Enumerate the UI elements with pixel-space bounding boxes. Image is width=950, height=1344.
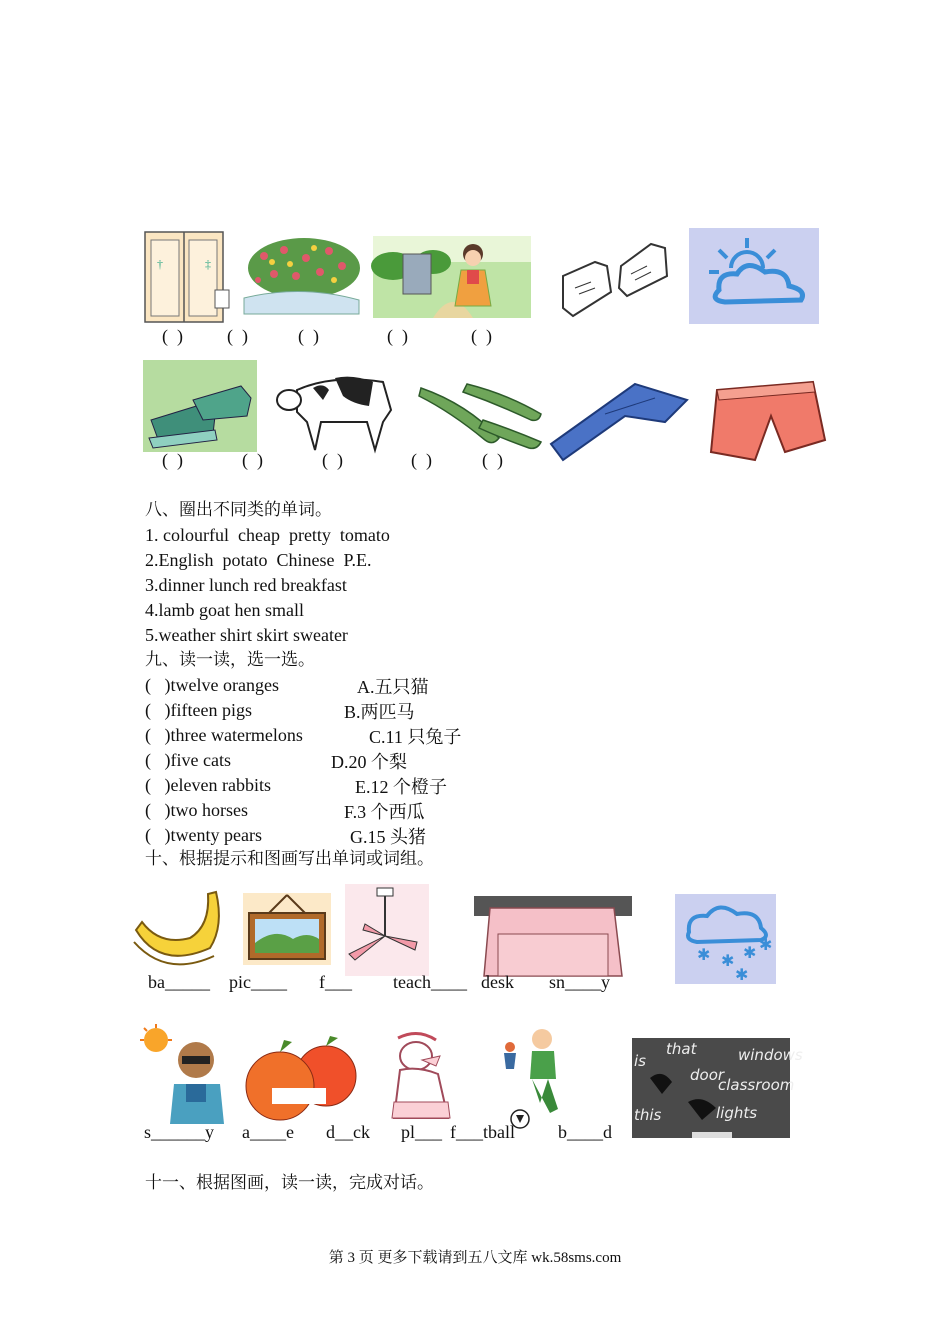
section9-question[interactable]: ( )eleven rabbits: [145, 775, 271, 795]
section9-option: B.两匹马: [344, 702, 415, 722]
svg-text:✱: ✱: [743, 943, 757, 962]
answer-paren[interactable]: ( ): [471, 326, 492, 346]
section8-item: 5.weather shirt skirt sweater: [145, 625, 348, 645]
word-blank[interactable]: ba_____: [148, 972, 210, 992]
shorts-picture: [703, 376, 831, 462]
section9-option: G.15 头猪: [350, 827, 426, 847]
word-blank[interactable]: f___: [319, 972, 352, 992]
cow-picture: [273, 360, 403, 452]
answer-paren[interactable]: ( ): [482, 450, 503, 470]
board-word: windows: [738, 1046, 803, 1064]
blackboard-picture: [632, 1038, 803, 1138]
board-word: is: [634, 1052, 646, 1070]
football-boy-picture: [496, 1023, 568, 1131]
word-blank[interactable]: sn____y: [549, 972, 611, 992]
section8-title: 八、圈出不同类的单词。: [145, 500, 332, 520]
word-blank[interactable]: f___tball: [450, 1122, 515, 1142]
answer-paren[interactable]: ( ): [162, 450, 183, 470]
sunny-boy-picture: [138, 1024, 230, 1128]
park-girl-picture: [373, 236, 531, 318]
answer-paren[interactable]: ( ): [298, 326, 319, 346]
answer-paren[interactable]: ( ): [227, 326, 248, 346]
board-word: this: [634, 1106, 662, 1124]
section9-question[interactable]: ( )twelve oranges: [145, 675, 279, 695]
svg-text:✱: ✱: [697, 945, 711, 964]
section9-option: E.12 个橙子: [355, 777, 447, 797]
word-blank[interactable]: pl___: [401, 1122, 443, 1142]
shoes-picture: [555, 236, 677, 320]
word-blank[interactable]: d__ck: [326, 1122, 370, 1142]
section10-title: 十、根据提示和图画写出单词或词组。: [145, 849, 434, 869]
section11-title: 十一、根据图画，读一读，完成对话。: [145, 1173, 434, 1193]
answer-paren[interactable]: ( ): [322, 450, 343, 470]
cloudy-weather-picture: [689, 228, 819, 324]
answer-paren[interactable]: ( ): [411, 450, 432, 470]
sandals-picture: [143, 360, 257, 452]
svg-text:✱: ✱: [721, 951, 735, 970]
section9-question[interactable]: ( )five cats: [145, 750, 231, 770]
page-footer: 第 3 页 更多下载请到五八文库 wk.58sms.com: [328, 1250, 622, 1266]
trousers-picture: [545, 374, 690, 460]
section9-option: F.3 个西瓜: [344, 802, 425, 822]
section9-option: A.五只猫: [357, 677, 429, 697]
teachers-desk-picture: [474, 896, 632, 976]
duck-picture: [378, 1026, 468, 1122]
word-blank[interactable]: pic____: [229, 972, 287, 992]
word-blank[interactable]: a____e: [242, 1122, 294, 1142]
banana-picture: [130, 886, 228, 972]
section9-title: 九、读一读，选一选。: [145, 650, 315, 670]
svg-text:✱: ✱: [759, 935, 773, 954]
word-blank[interactable]: desk: [481, 972, 514, 992]
cucumbers-picture: [417, 374, 545, 456]
svg-text:‡: ‡: [205, 257, 211, 271]
board-word: classroom: [718, 1076, 795, 1094]
section9-option: D.20 个梨: [331, 752, 407, 772]
picture-frame-picture: [243, 893, 331, 965]
section8-item: 3.dinner lunch red breakfast: [145, 575, 347, 595]
section9-question[interactable]: ( )three watermelons: [145, 725, 303, 745]
word-blank[interactable]: b____d: [558, 1122, 612, 1142]
word-blank[interactable]: teach____: [393, 972, 467, 992]
svg-text:†: †: [157, 257, 163, 271]
apples-picture: [244, 1032, 358, 1128]
board-word: that: [666, 1040, 697, 1058]
section9-question[interactable]: ( )fifteen pigs: [145, 700, 252, 720]
board-word: door: [690, 1066, 725, 1084]
word-blank[interactable]: s______y: [144, 1122, 215, 1142]
section8-item: 1. colourful cheap pretty tomato: [145, 525, 390, 545]
garden-picture: [244, 236, 359, 314]
section8-item: 4.lamb goat hen small: [145, 600, 304, 620]
answer-paren[interactable]: ( ): [242, 450, 263, 470]
board-word: lights: [716, 1104, 758, 1122]
answer-paren[interactable]: ( ): [387, 326, 408, 346]
snowy-weather-picture: [675, 894, 776, 984]
section8-item: 2.English potato Chinese P.E.: [145, 550, 372, 570]
answer-paren[interactable]: ( ): [162, 326, 183, 346]
section9-option: C.11 只兔子: [369, 727, 462, 747]
svg-text:✱: ✱: [735, 965, 749, 984]
section9-question[interactable]: ( )two horses: [145, 800, 248, 820]
door-picture: [143, 228, 231, 326]
ceiling-fan-picture: [345, 884, 429, 976]
section9-question[interactable]: ( )twenty pears: [145, 825, 262, 845]
